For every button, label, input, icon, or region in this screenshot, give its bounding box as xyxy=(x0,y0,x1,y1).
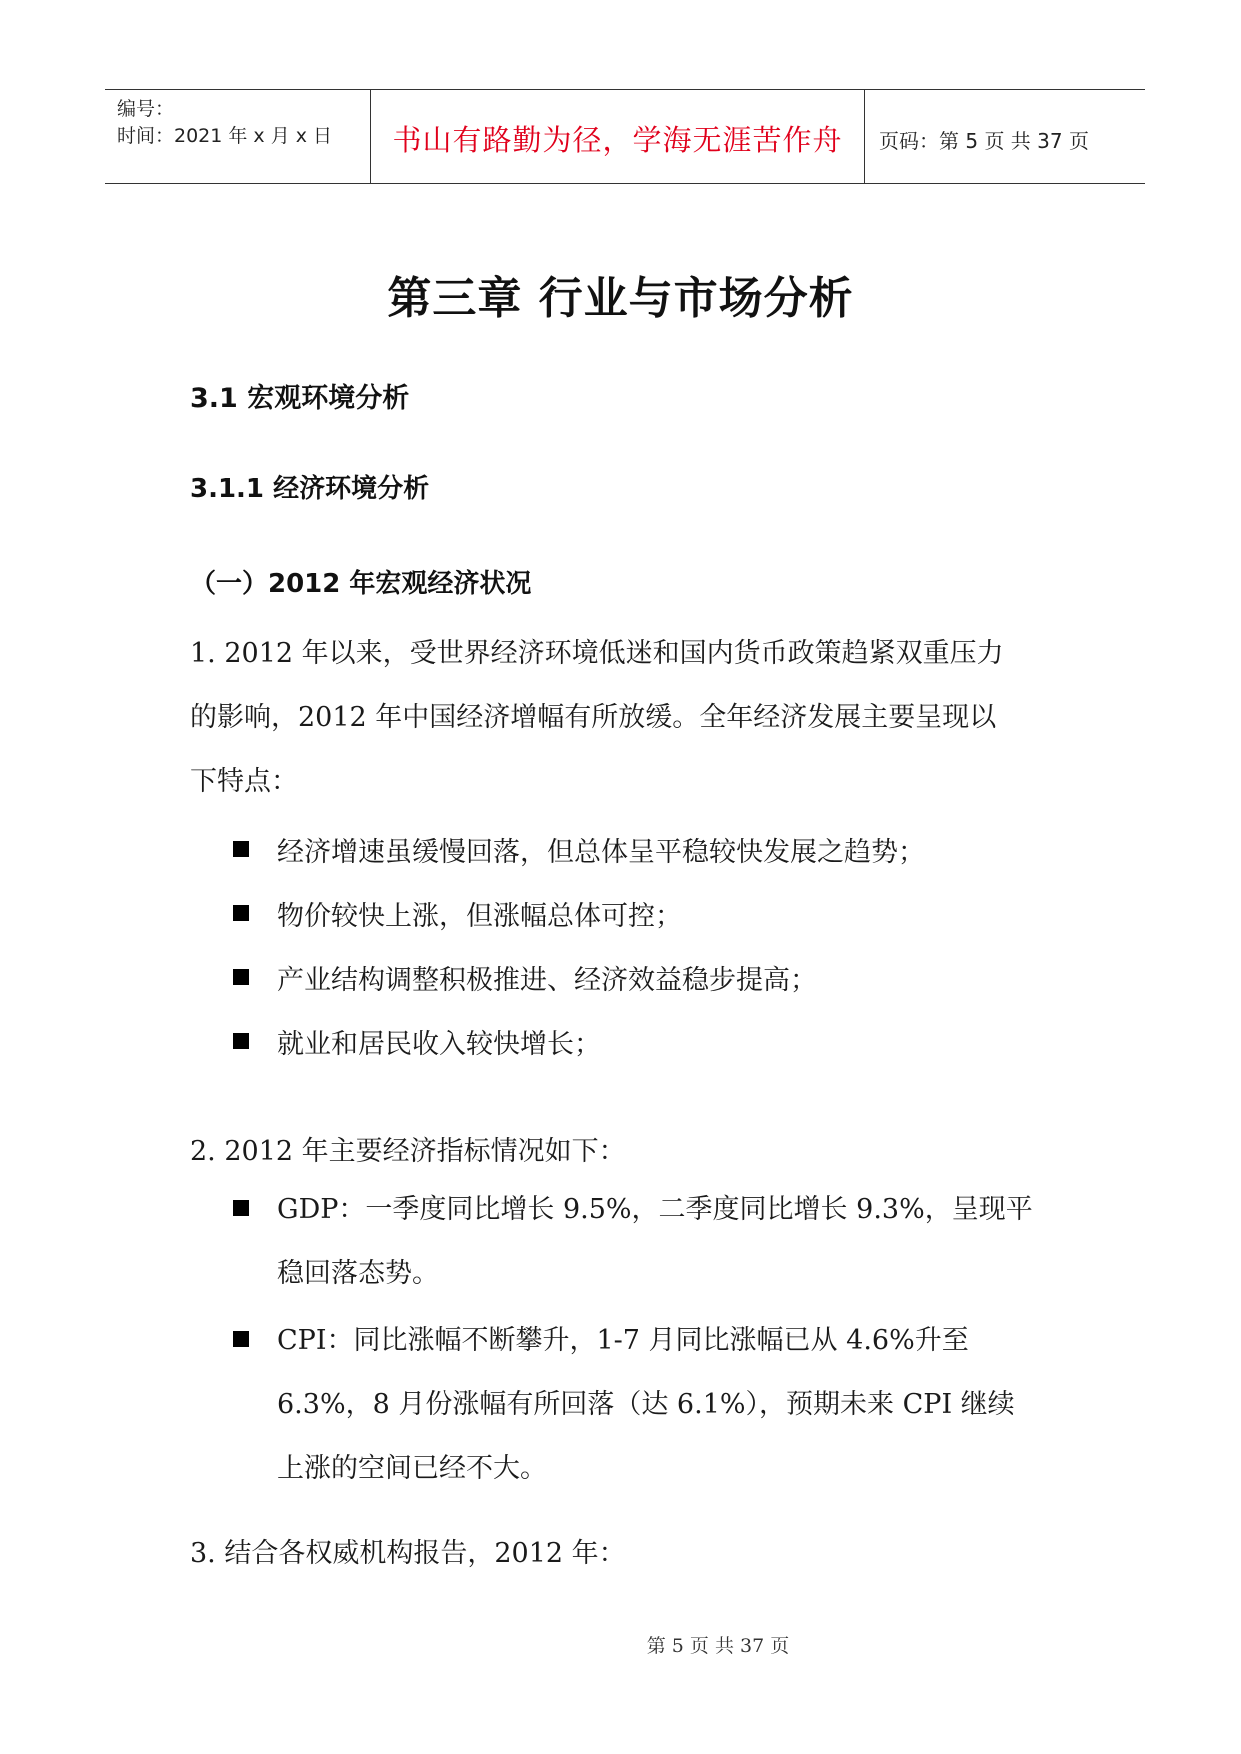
indicator-cpi-line-1: CPI：同比涨幅不断攀升，1-7 月同比涨幅已从 4.6%升至 xyxy=(277,1325,969,1356)
feature-item-3: 产业结构调整积极推进、经济效益稳步提高； xyxy=(277,965,817,996)
page-footer xyxy=(0,1631,1241,1658)
feature-item-2: 物价较快上涨，但涨幅总体可控； xyxy=(277,901,682,932)
subsection-heading: 3.1.1 经济环境分析 xyxy=(190,474,430,504)
section-heading: 3.1 宏观环境分析 xyxy=(190,383,410,414)
paragraph-1 xyxy=(190,622,1004,814)
bullet-square-icon xyxy=(233,1200,249,1216)
header-page-label: 页码：第 5 页 共 37 页 xyxy=(879,129,1089,153)
header-motto-cell xyxy=(370,90,865,183)
header-number-label: 编号： xyxy=(117,98,175,120)
indicator-cpi-line-3: 上涨的空间已经不大。 xyxy=(277,1453,547,1484)
page-header xyxy=(105,89,1145,184)
header-time-label: 时间：2021 年 x 月 x 日 xyxy=(117,125,333,147)
paragraph-1-line-2: 的影响，2012 年中国经济增幅有所放缓。全年经济发展主要呈现以 xyxy=(190,702,997,733)
paragraph-1-line-3: 下特点： xyxy=(190,766,298,797)
indicator-gdp-line-1: GDP：一季度同比增长 9.5%，二季度同比增长 9.3%，呈现平 xyxy=(277,1194,1033,1225)
indicator-cpi-line-2: 6.3%，8 月份涨幅有所回落（达 6.1%），预期未来 CPI 继续 xyxy=(277,1389,1015,1420)
header-motto: 书山有路勤为径，学海无涯苦作舟 xyxy=(392,123,843,157)
footer-page-number: 第 5 页 共 37 页 xyxy=(646,1635,790,1657)
bullet-square-icon xyxy=(233,1331,249,1347)
bullet-square-icon xyxy=(233,905,249,921)
indicator-cpi xyxy=(277,1309,1015,1501)
paragraph-2: 2. 2012 年主要经济指标情况如下： xyxy=(190,1136,626,1167)
feature-item-4: 就业和居民收入较快增长； xyxy=(277,1029,601,1060)
paragraph-3: 3. 结合各权威机构报告，2012 年： xyxy=(190,1538,626,1569)
bullet-square-icon xyxy=(233,841,249,857)
header-meta-cell xyxy=(105,90,370,183)
feature-item-1: 经济增速虽缓慢回落，但总体呈平稳较快发展之趋势； xyxy=(277,837,925,868)
paragraph-1-line-1: 1. 2012 年以来，受世界经济环境低迷和国内货币政策趋紧双重压力 xyxy=(190,638,1004,669)
chapter-title: 第三章 行业与市场分析 xyxy=(387,273,854,324)
indicator-gdp xyxy=(277,1178,1033,1306)
bullet-square-icon xyxy=(233,1033,249,1049)
part-heading: （一）2012 年宏观经济状况 xyxy=(190,569,532,599)
bullet-square-icon xyxy=(233,969,249,985)
header-page-cell xyxy=(865,90,1145,183)
indicator-gdp-line-2: 稳回落态势。 xyxy=(277,1258,439,1289)
